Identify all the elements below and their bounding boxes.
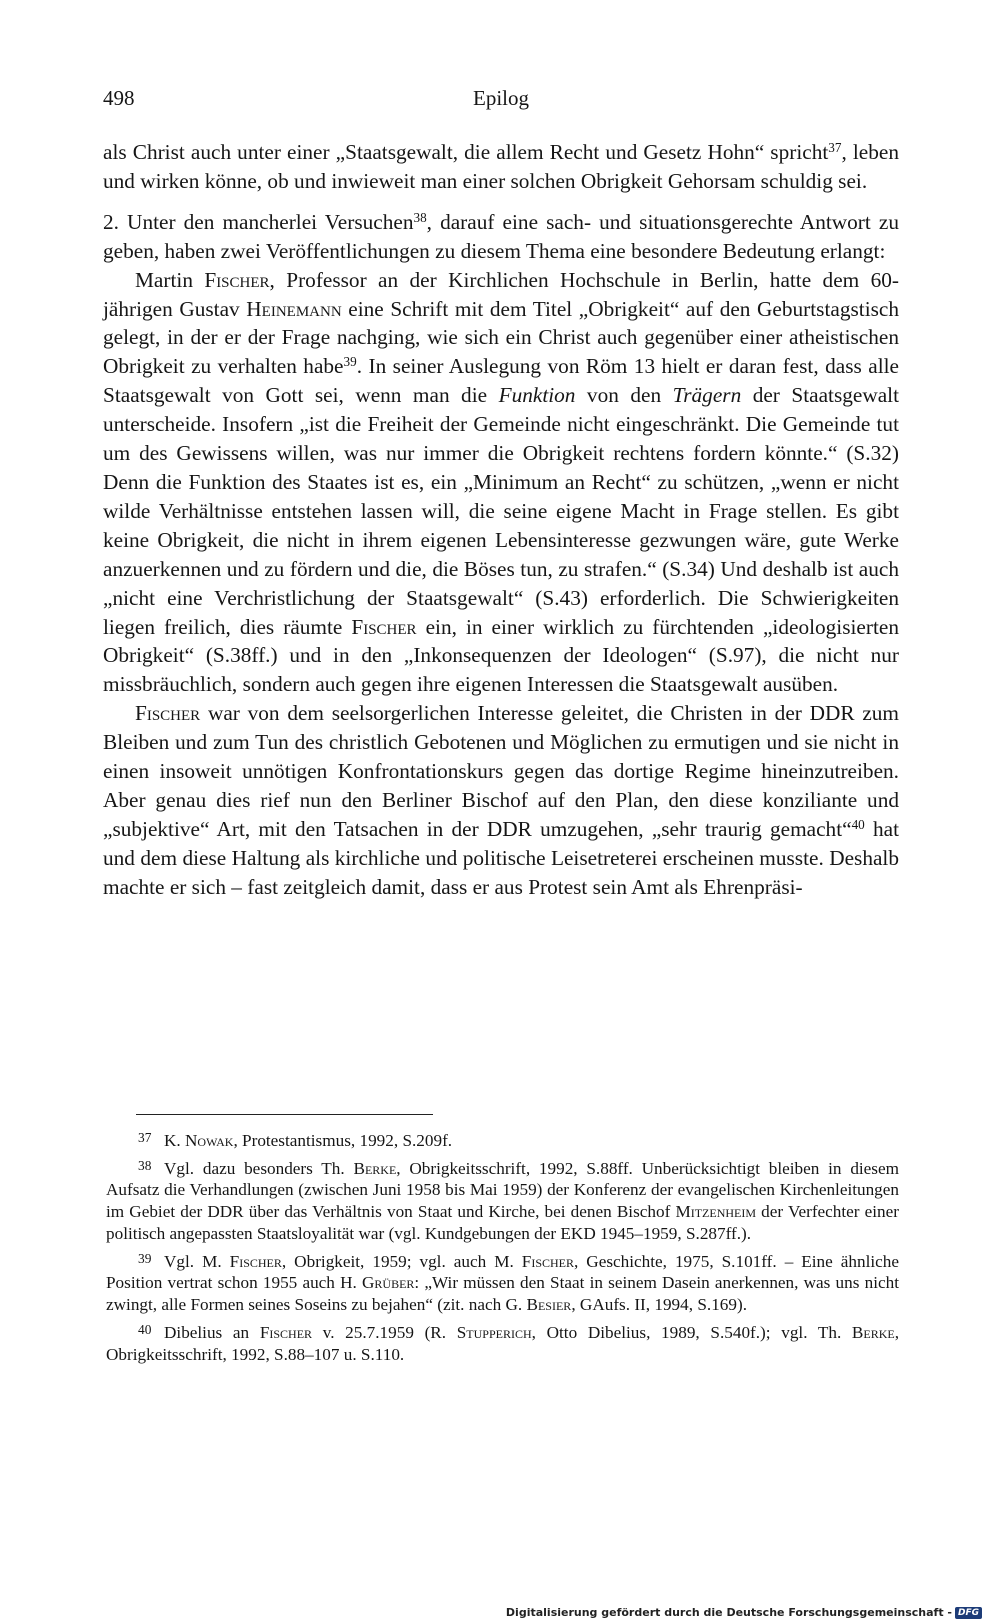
page-header — [103, 86, 899, 120]
footnote-number: 38 — [138, 1157, 152, 1173]
text-run: 2. Unter den mancherlei Versuchen — [103, 209, 414, 234]
text-run: , Obrigkeit, 1959; vgl. auch M. — [281, 1251, 522, 1271]
paragraph — [103, 208, 899, 266]
text-run: , Protestantismus, 1992, S.209f. — [233, 1130, 453, 1150]
text-run: hat und dem diese Haltung als kirchliche und politische Leisetreterei erscheinen musste. Deshalb machte er sich – fast zeitgleich damit, dass er aus Protest sein Amt als Ehrenpräsi- — [103, 816, 899, 899]
text-run: Vgl. dazu besonders Th. — [164, 1158, 354, 1178]
footnote-number: 40 — [138, 1322, 152, 1337]
author-name: Nowak — [185, 1130, 234, 1150]
emphasis-text: Funktion — [498, 383, 576, 408]
text-run: , Otto Dibelius, 1989, S.540f.); vgl. Th. — [531, 1322, 852, 1342]
emphasis-text: Trägern — [672, 383, 742, 408]
author-name: Fischer — [204, 267, 270, 292]
text-run: der Verfechter einer politisch angepassten Staatsloyalität war (vgl. Kundgebungen der EKD 1945–1959, S.287ff.). — [106, 1202, 900, 1243]
footnote-number: 39 — [138, 1250, 152, 1266]
text-run: v. 25.7.1959 (R. — [312, 1322, 457, 1342]
author-name: Mitzenheim — [675, 1202, 757, 1222]
text-run: Vgl. M. — [164, 1251, 230, 1271]
text-run: , Obrigkeitsschrift, 1992, S.88–107 u. S.110. — [106, 1322, 900, 1364]
text-run: , Professor an der Kirchlichen Hochschule in Berlin, hatte dem 60-jährigen Gustav — [103, 267, 899, 321]
footnote — [106, 1248, 899, 1316]
text-run: eine Schrift mit dem Titel „Obrigkeit“ auf den Geburtstagstisch gelegt, in der er der Frage nachging, wie sich ein Christ auch gegenüber einer atheistischen Obrigkeit zu verhalten habe — [103, 296, 899, 379]
footnote-reference: 40 — [851, 816, 865, 832]
footnote-reference: 37 — [828, 139, 842, 155]
text-run: , darauf eine sach- und situationsgerechte Antwort zu geben, haben zwei Veröffentlichungen zu diesem Thema eine besondere Bedeutung erlangt: — [103, 209, 899, 263]
credit-text: Digitalisierung gefördert durch die Deutsche Forschungsgemeinschaft - — [505, 1606, 952, 1619]
dfg-logo: DFG — [955, 1607, 982, 1619]
running-head: Epilog — [473, 86, 529, 110]
footnote-reference: 38 — [413, 209, 427, 225]
author-name: Fischer — [259, 1322, 313, 1342]
author-name: Fischer — [521, 1251, 575, 1271]
digitization-credit — [506, 1606, 982, 1619]
text-run: von den — [575, 383, 673, 408]
author-name: Fischer — [229, 1251, 282, 1271]
page-number: 498 — [103, 86, 135, 110]
text-run: : „Wir müssen den Staat in seinem Dasein anerkennen, was uns nicht zwingt, alle Formen seines Soseins zu bejahen“ (zit. nach G. — [106, 1273, 899, 1315]
author-name: Besier — [526, 1295, 572, 1315]
author-name: Fischer — [351, 614, 417, 639]
footnote — [106, 1127, 899, 1152]
text-run: als Christ auch unter einer „Staatsgewalt, die allem Recht und Gesetz Hohn“ spricht — [103, 140, 829, 164]
paragraph — [103, 266, 899, 700]
author-name: Berke — [353, 1158, 397, 1178]
footnote-reference: 39 — [343, 354, 357, 370]
paragraph — [103, 138, 899, 196]
paragraph — [103, 699, 899, 901]
text-run: K. — [164, 1130, 186, 1150]
author-name: Fischer — [135, 701, 201, 726]
body-text — [103, 138, 899, 902]
author-name: Heinemann — [246, 296, 342, 321]
text-run: Martin — [135, 267, 205, 292]
text-run: , Obrigkeitsschrift, 1992, S.88ff. Unberücksichtigt bleiben in diesem Aufsatz die Verhandlungen (zwischen Juni 1958 bis Mai 1959) der Konferenz der evangelischen Kirchenleitungen im Gebiet der DDR über das Verhältnis von Staat und Kirche, bei denen Bischof — [106, 1158, 899, 1222]
text-run: war von dem seelsorgerlichen Interesse geleitet, die Christen in der DDR zum Bleiben und zum Tun des christlich Gebotenen und Möglichen zu ermutigen und sie nicht in einen insoweit unnötigen Konfrontationskurs gegen das dortige Regime hineinzutreiben. Aber genau dies rief nun den Berliner Bischof auf den Plan, den diese konziliante und „subjektive“ Art, mit den Tatsachen in der DDR umzugehen, „sehr traurig gemacht“ — [103, 701, 899, 841]
text-run: der Staatsgewalt unterscheide. Insofern „ist die Freiheit der Gemeinde nicht eingeschränkt. Die Gemeinde tut um des Gewissens willen, was nur immer die Obrigkeit rechtens fordern könnte.“ (S.32) Denn die Funktion des Staates ist es, ein „Minimum an Recht“ zu schützen, „wenn er nicht wilde Verhältnisse entstehen lassen will, die seine eigene Macht in Frage stellen. Es gibt keine Obrigkeit, die nicht in ihrem eigenen Lebensinteresse gezwungen wäre, gute Werke anzuerkennen und zu fördern und die, die Böses tun, zu strafen.“ (S.34) Und deshalb ist auch „nicht eine Verchristlichung der Staatsgewalt“ (S.43) erforderlich. Die Schwierigkeiten liegen freilich, dies räumte — [103, 383, 900, 639]
text-run: , Geschichte, 1975, S.101ff. – Eine ähnliche Position vertrat schon 1955 auch H. — [106, 1251, 899, 1293]
footnotes — [106, 1127, 899, 1368]
text-run: , GAufs. II, 1994, S.169). — [571, 1295, 747, 1315]
text-run: ein, in einer wirklich zu fürchtenden „ideologisierten Obrigkeit“ (S.38ff.) und in den „Inkonsequenzen der Ideologen“ (S.97), die nicht nur missbräuchlich, sondern auch gegen ihre eigenen Interessen die Staatsgewalt ausüben. — [103, 614, 899, 697]
text-run: . In seiner Auslegung von Röm 13 hielt er daran fest, dass alle Staatsgewalt von Gott sei, wenn man die — [103, 354, 899, 408]
text-run: , leben und wirken könne, ob und inwieweit man einer solchen Obrigkeit Gehorsam schuldig sei. — [103, 140, 899, 193]
footnote — [106, 1319, 899, 1365]
author-name: Stupperich — [456, 1322, 532, 1342]
text-run: Dibelius an — [164, 1322, 260, 1342]
author-name: Berke — [851, 1322, 895, 1342]
footnote-number: 37 — [138, 1130, 152, 1145]
footnote — [106, 1155, 899, 1245]
footnote-separator — [136, 1114, 433, 1115]
author-name: Grüber — [362, 1273, 415, 1293]
